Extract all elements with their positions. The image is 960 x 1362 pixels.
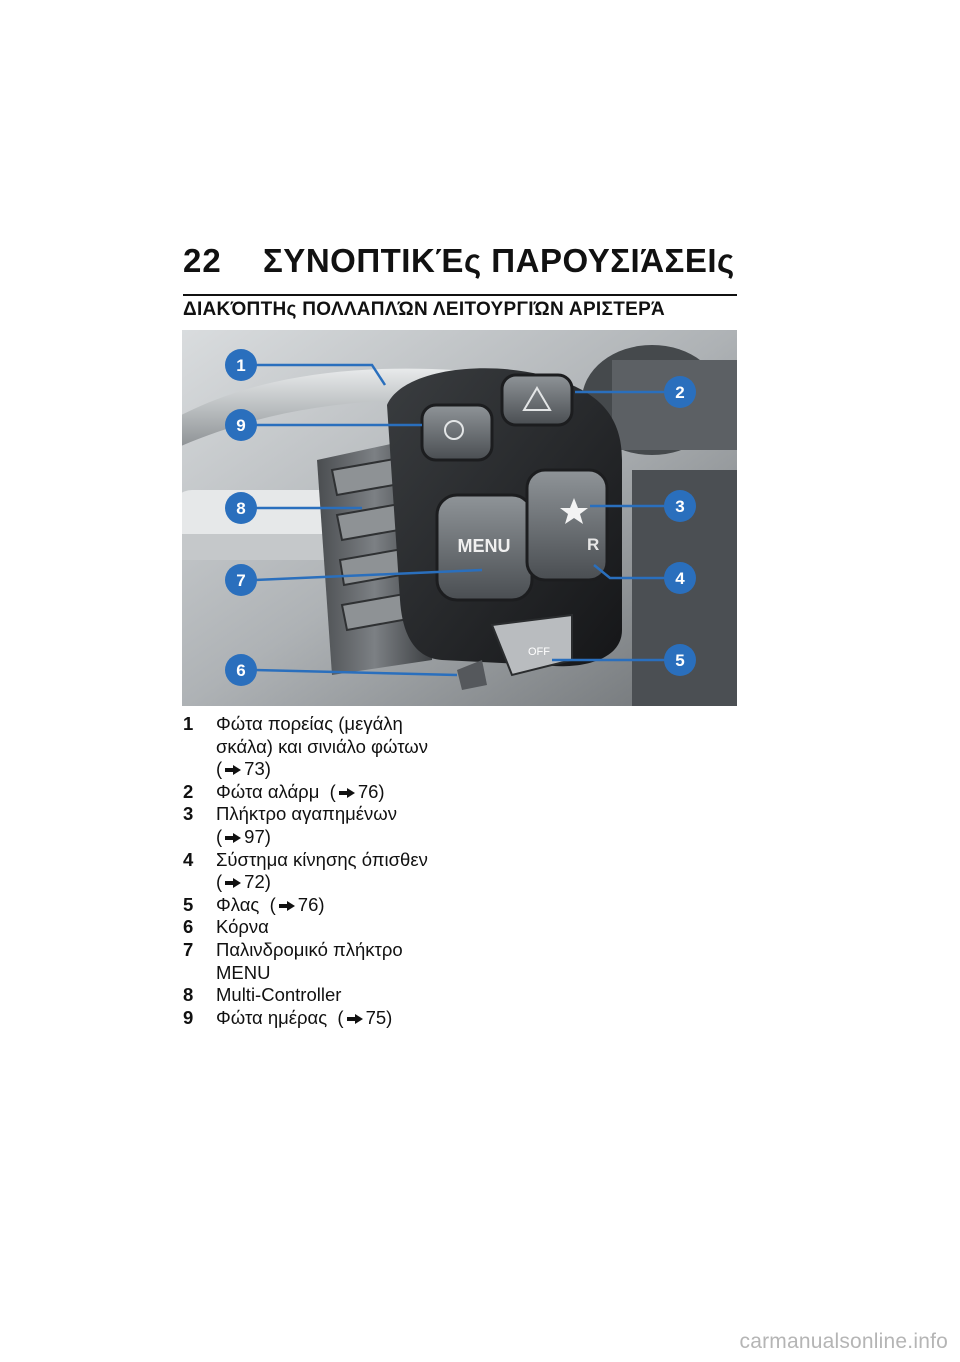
chapter-title: ΣΥΝΟΠΤΙΚΈς ΠΑΡΟΥΣΙΆΣΕΙς [263, 242, 735, 279]
r-button-label: R [587, 535, 600, 554]
svg-text:8: 8 [236, 499, 246, 518]
section-title: ΔΙΑΚΌΠΤΗς ΠΟΛΛΑΠΛΏΝ ΛΕΙΤΟΥΡΓΙΏΝ ΑΡΙΣΤΕΡΆ [183, 299, 666, 320]
svg-text:2: 2 [675, 383, 685, 402]
menu-button-label: MENU [457, 536, 511, 556]
legend-text: σκάλα) και σινιάλο φώτων [216, 735, 428, 757]
page-reference-arrow-icon [225, 878, 241, 888]
legend-text: Σύστημα κίνησης όπισθεν [216, 848, 428, 870]
header-rule [183, 294, 737, 296]
svg-text:3: 3 [675, 497, 685, 516]
off-label: OFF [528, 646, 550, 658]
legend-item [183, 916, 503, 939]
legend-text: Φώτα ημέρας [216, 1006, 328, 1028]
page-reference-arrow-icon [225, 833, 241, 843]
legend-item [183, 713, 503, 781]
callout-7 [225, 564, 257, 596]
svg-text:1: 1 [236, 356, 246, 375]
page-reference: ( 76) [264, 893, 325, 915]
callout-9 [225, 409, 257, 441]
callout-5 [664, 644, 696, 676]
legend-number: 1 [183, 713, 194, 734]
legend-number: 6 [183, 916, 194, 938]
legend-number: 5 [183, 893, 194, 915]
callout-8 [225, 492, 257, 524]
page-reference: ( 76) [324, 780, 385, 802]
page-reference: ( 72) [216, 871, 271, 893]
legend-item [183, 1007, 503, 1030]
legend-number: 9 [183, 1006, 194, 1028]
legend-text: Φλας [216, 893, 260, 915]
callout-1 [225, 349, 257, 381]
callout-6 [225, 654, 257, 686]
page-reference: ( 75) [332, 1006, 393, 1028]
svg-text:4: 4 [675, 569, 685, 588]
legend-number: 3 [183, 803, 194, 825]
legend-list [183, 713, 503, 1029]
legend-number: 7 [183, 938, 194, 960]
svg-text:5: 5 [675, 651, 685, 670]
legend-text: Πλήκτρο αγαπημένων [216, 803, 397, 825]
callout-3 [664, 490, 696, 522]
page-reference-arrow-icon [339, 788, 355, 798]
legend-item [183, 894, 503, 917]
legend-text: Φώτα αλάρμ [216, 780, 320, 802]
legend-text: Κόρνα [216, 916, 269, 938]
legend-text: Παλινδρομικό πλήκτρο [216, 938, 403, 960]
page-reference-arrow-icon [347, 1014, 363, 1024]
svg-text:7: 7 [236, 571, 246, 590]
svg-text:6: 6 [236, 661, 246, 680]
legend-number: 2 [183, 780, 194, 802]
legend-item [183, 939, 503, 984]
svg-text:9: 9 [236, 416, 246, 435]
page-header [183, 242, 737, 282]
callout-2 [664, 376, 696, 408]
page-reference: ( 73) [216, 758, 271, 780]
legend-item [183, 803, 503, 848]
legend-text: MENU [216, 961, 271, 983]
legend-number: 4 [183, 848, 194, 870]
legend-item [183, 984, 503, 1007]
page-reference-arrow-icon [225, 765, 241, 775]
legend-number: 8 [183, 984, 194, 1006]
footer-watermark: carmanualsonline.info [739, 1330, 948, 1353]
page-reference-arrow-icon [279, 901, 295, 911]
page-number: 22 [183, 242, 222, 279]
callout-4 [664, 562, 696, 594]
legend-item [183, 781, 503, 804]
legend-item [183, 849, 503, 894]
switch-photo [182, 330, 737, 706]
legend-text: Multi-Controller [216, 984, 342, 1006]
page-reference: ( 97) [216, 825, 271, 847]
legend-text: Φώτα πορείας (μεγάλη [216, 713, 403, 734]
